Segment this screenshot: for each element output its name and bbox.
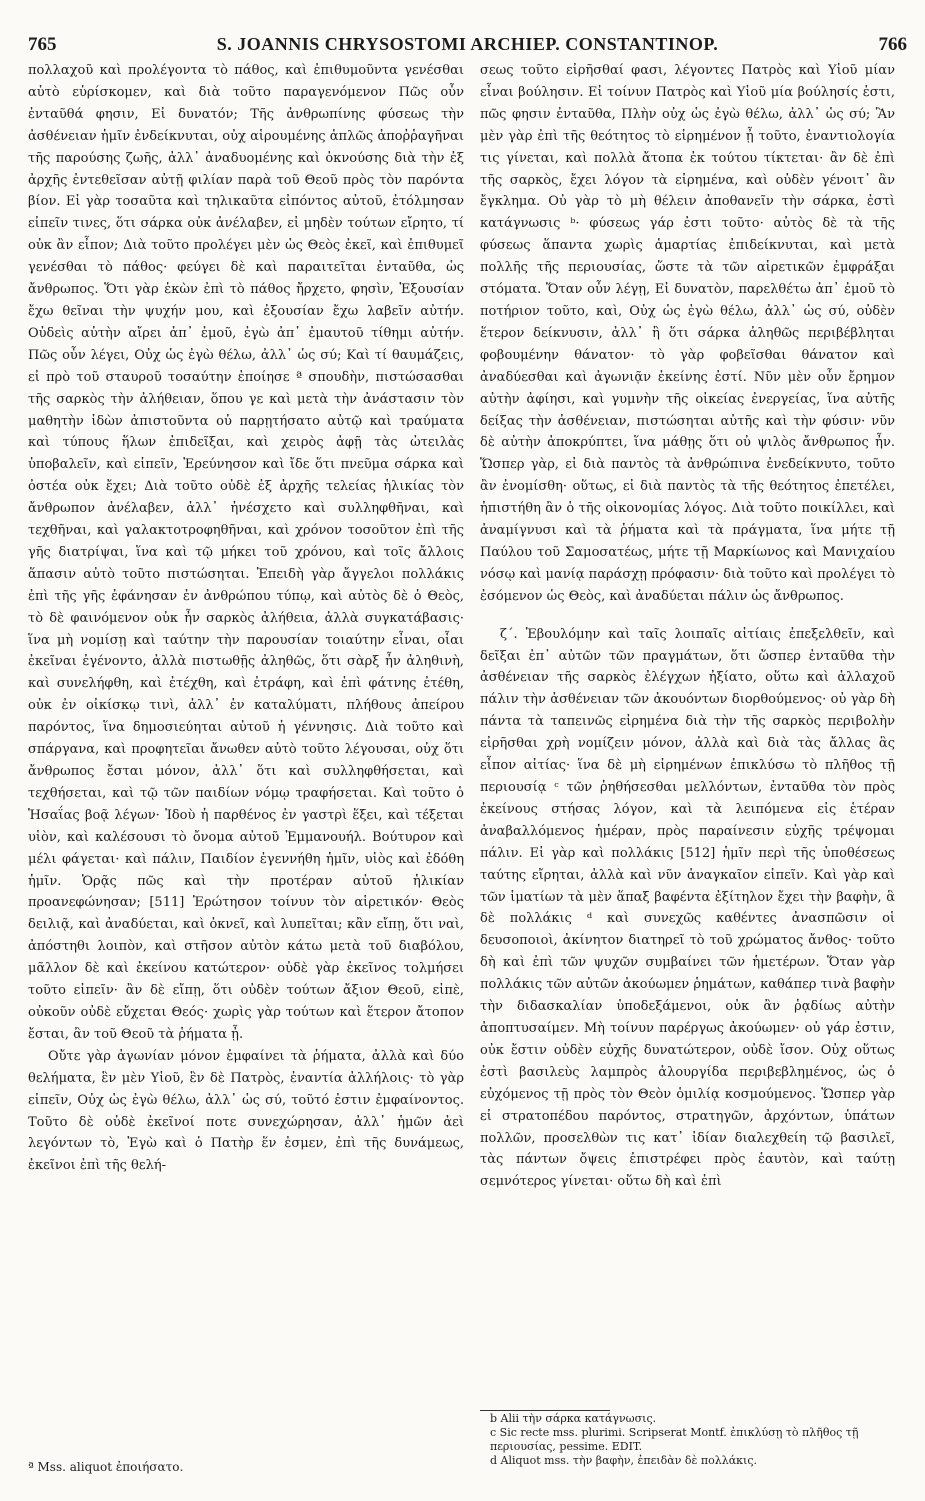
left-paragraph-1: πολλαχοῦ καὶ προλέγοντα τὸ πάθος, καὶ ἐπιθυμοῦντα γενέσθαι αὐτὸ εὑρίσκομεν, καὶ διὰ τοῦτο παραγενόμενον Πῶς οὖν ἐνταῦθά φησιν, Εἰ δυνατόν; Τῆς ἀνθρωπίνης φύσεως τὴν ἀσθένειαν ἡμῖν ἐνδείκνυται, οὐχ αἱρουμένης ἁπλῶς ἀποῤῥαγῆναι τῆς παρούσης ζωῆς, ἀλλ᾽ ἀναδυομένης καὶ ὀκνούσης διὰ τὴν ἐξ ἀρχῆς ἐντεθεῖσαν αὐτῇ φιλίαν παρὰ τοῦ Θεοῦ πρὸς τὸν παρόντα βίον. Εἰ γὰρ τοσαῦτα καὶ τηλικαῦτα εἰπόντος αὐτοῦ, ἐτόλμησαν εἰπεῖν τινες, ὅτι σάρκα οὐκ ἀνέλαβεν, εἰ μηδὲν τούτων εἴρητο, τί οὐκ ἂν εἶπον; Διὰ τοῦτο προλέγει μὲν ὡς Θεὸς ἐκεῖ, καὶ ἐπιθυμεῖ γενέσθαι τὸ πάθος· φεύγει δὲ καὶ παραιτεῖται ἐνταῦθα, ὡς ἄνθρωπος. Ὅτι γὰρ ἑκὼν ἐπὶ τὸ πάθος ἤρχετο, φησὶν, Ἐξουσίαν ἔχω θεῖναι τὴν ψυχήν μου, καὶ ἐξουσίαν ἔχω λαβεῖν αὐτήν. Οὐδεὶς αὐτὴν αἴρει ἀπ᾽ ἐμοῦ, ἐγὼ ἀπ᾽ ἐμαυτοῦ τίθημι αὐτήν. Πῶς οὖν λέγει, Οὐχ ὡς ἐγὼ θέλω, ἀλλ᾽ ὡς σύ; Καὶ τί θαυμάζεις, εἰ πρὸ τοῦ σταυροῦ τοσαύτην ἐποίησε ª σπουδὴν, πιστώσασθαι τῆς σαρκὸς τὴν ἀλήθειαν, ὅπου γε καὶ μετὰ τὴν ἀνάστασιν τὸν μαθητὴν ἰδὼν ἀπιστοῦντα οὐ παρῃτήσατο αὐτῷ καὶ τραύματα καὶ τύπους ἥλων ἐπιδεῖξαι, καὶ χειρὸς ἀφῇ τὰς ὠτειλὰς ὑποβαλεῖν, καὶ εἰπεῖν, Ἐρεύνησον καὶ ἴδε ὅτι πνεῦμα σάρκα καὶ ὀστέα οὐκ ἔχει; Διὰ τοῦτο οὐδὲ ἐξ ἀρχῆς τελείας ἡλικίας τὸν ἄνθρωπον ἀνέλαβεν, ἀλλ᾽ ἠνέσχετο καὶ συλληφθῆναι, καὶ τεχθῆναι, καὶ γαλακτοτροφηθῆναι, καὶ χρόνον τοσοῦτον ἐπὶ τῆς γῆς διατρίψαι, ἵνα καὶ τῷ μήκει τοῦ χρόνου, καὶ τοῖς ἄλλοις ἅπασιν αὐτὸ τοῦτο πιστώσηται. Ἐπειδὴ γὰρ ἄγγελοι πολλάκις ἐπὶ τῆς γῆς ἐφάνησαν ἐν ἀνθρώπου τύπῳ, καὶ αὐτὸς δὲ ὁ Θεὸς, τὸ δὲ φαινόμενον οὐκ ἦν σαρκὸς ἀλήθεια, ἀλλὰ συγκατάβασις· ἵνα μὴ νομίσῃ καὶ ταύτην τὴν παρουσίαν τοιαύτην εἶναι, οἷαι ἐκεῖναι ἐγένοντο, ἀλλὰ πιστωθῇς ἀληθῶς, ὅτι σὰρξ ἦν ἀληθινὴ, καὶ συνελήφθη, καὶ ἐτέχθη, καὶ ἐτράφη, καὶ ἐπὶ φάτνης ἐτέθη, οὐκ ἐν οἰκίσκῳ τινὶ, ἀλλ᾽ ἐν καταλύματι, πλήθους ἀπείρου παρόντος, ἵνα δημοσιεύηται αὐτοῦ ἡ γέννησις. Διὰ τοῦτο καὶ σπάργανα, καὶ προφητεῖαι ἄνωθεν αὐτὸ τοῦτο λέγουσαι, οὐχ ὅτι ἄνθρωπος ἔσται μόνον, ἀλλ᾽ ὅτι καὶ συλληφθήσεται, καὶ τεχθήσεται, καὶ τῷ τῶν παιδίων νόμῳ τραφήσεται. Καὶ τοῦτο ὁ Ἡσαΐας βοᾷ λέγων· Ἰδοὺ ἡ παρθένος ἐν γαστρὶ ἕξει, καὶ τέξεται υἱὸν, καὶ καλέσουσι τὸ ὄνομα αὐτοῦ Ἐμμανουήλ. Βούτυρον καὶ μέλι φάγεται· καὶ πάλιν, Παιδίον ἐγεννήθη ἡμῖν, υἱὸς καὶ ἐδόθη ἡμῖν. Ὁρᾷς πῶς καὶ τὴν προτέραν αὐτοῦ ἡλικίαν προανεφώνησαν; [511] Ἐρώτησον τοίνυν τὸν αἱρετικόν· Θεὸς δειλιᾷ, καὶ ἀναδύεται, καὶ ὀκνεῖ, καὶ λυπεῖται; κἂν εἴπῃ, ὅτι ναὶ, ἀπόστηθι λοιπὸν, καὶ στῆσον αὐτὸν κάτω μετὰ τοῦ διαβόλου, μᾶλλον δὲ καὶ ἐκείνου κατώτερον· οὐδὲ γὰρ ἐκεῖνος τολμήσει τοῦτο εἰπεῖν· ἂν δὲ εἴπῃ, ὅτι οὐδὲν τούτων ἄξιον Θεοῦ, εἰπὲ, οὐκοῦν οὐδὲ εὔχεται Θεός· χωρὶς γὰρ τούτων καὶ ἕτερον ἄτοπον ἔσται, ἂν τοῦ Θεοῦ τὰ ῥήματα ᾖ. <box>28 63 464 1042</box>
left-paragraph-2: Οὔτε γὰρ ἀγωνίαν μόνον ἐμφαίνει τὰ ῥήματα, ἀλλὰ καὶ δύο θελήματα, ἓν μὲν Υἱοῦ, ἓν δὲ Πατρὸς, ἐναντία ἀλλήλοις· τὸ γὰρ εἰπεῖν, Οὐχ ὡς ἐγὼ θέλω, ἀλλ᾽ ὡς σύ, τοῦτό ἐστιν ἐμφαίνοντος. Τοῦτο δὲ οὐδὲ ἐκεῖνοί ποτε συνεχώρησαν, ἀλλ᾽ ἡμῶν ἀεὶ λεγόντων τὸ, Ἐγὼ καὶ ὁ Πατὴρ ἕν ἐσμεν, ἐπὶ τῆς δυνάμεως, ἐκεῖνοι ἐπὶ τῆς θελή- <box>28 1048 464 1174</box>
footnote-d: d Aliquot mss. τὴν βαφὴν, ἐπειδὰν δὲ πολλάκις. <box>490 1454 757 1467</box>
running-head <box>28 30 907 60</box>
left-column <box>28 60 464 1177</box>
page-title: S. JOANNIS CHRYSOSTOMI ARCHIEP. CONSTANTINOP. <box>216 34 719 54</box>
right-paragraph-section-7: ζ΄. Ἐβουλόμην καὶ ταῖς λοιπαῖς αἰτίαις ἐπεξελθεῖν, καὶ δεῖξαι ἐπ᾽ αὐτῶν τῶν πραγμάτων, ὅτι ὥσπερ ἐνταῦθα τὴν ἀσθένειαν τῆς σαρκὸς ἐλέγχων ἠξίατο, οὕτω καὶ ἀλλαχοῦ πάλιν τὴν ἀσθένειαν τῶν ἀκουόντων διορθούμενος· οὐ γὰρ δὴ πάντα τὰ ταπεινῶς εἰρημένα διὰ τὴν τῆς σαρκὸς περιβολὴν εἰρῆσθαι χρὴ νομίζειν μόνον, ἀλλὰ καὶ διὰ τὰς ἄλλας ἃς εἶπον αἰτίας· ἵνα δὲ μὴ εἰρημένων ἐπικλύσω τὸ πλῆθος τῇ περιουσίᾳ ᶜ τῶν ῥηθήσεσθαι μελλόντων, ἐνταῦθα τὸν πρὸς ἐκείνους στήσας λόγον, καὶ τὰ λειπόμενα εἰς ἑτέραν ἀναβαλλόμενος ἡμέραν, πρὸς παραίνεσιν εὐχῆς τρέψομαι πάλιν. Εἰ γὰρ καὶ πολλάκις [512] ἡμῖν περὶ τῆς ὑποθέσεως ταύτης εἴρηται, ἀλλὰ καὶ νῦν ἀναγκαῖον εἰπεῖν. Καὶ γὰρ καὶ τῶν ἱματίων τὰ μὲν ἅπαξ βαφέντα ἐξίτηλον ἔχει τὴν βαφὴν, ἃ δὲ πολλάκις ᵈ καὶ συνεχῶς καθέντες ἀνασπῶσιν οἱ δευσοποιοὶ, ἀκίνητον διατηρεῖ τὸ τοῦ χρώματος ἄνθος· τοῦτο δὴ καὶ ἐπὶ τῶν ψυχῶν συμβαίνει τῶν ἡμετέρων. Ὅταν γὰρ πολλάκις τῶν αὐτῶν ἀκούωμεν ῥημάτων, καθάπερ τινὰ βαφὴν τὴν διδασκαλίαν ὑποδεξάμενοι, οὐκ ἂν ῥᾳδίως αὐτὴν ἀποπτυσαίμεν. Μὴ τοίνυν παρέργως ἀκούωμεν· οὐ γάρ ἐστιν, οὐκ ἔστιν οὐδὲν εὐχῆς δυνατώτερον, οὐδὲ ἴσον. Οὐχ οὕτως ἐστὶ βασιλεὺς λαμπρὸς ἁλουργίδα περιβεβλημένος, ὡς ὁ εὐχόμενος τῇ πρὸς τὸν Θεὸν ὁμιλίᾳ κοσμούμενος. Ὥσπερ γὰρ εἰ στρατοπέδου παρόντος, στρατηγῶν, ἀρχόντων, ὑπάτων πολλῶν, προσελθὼν τις κατ᾽ ἰδίαν διαλεχθείη τῷ βασιλεῖ, τὰς πάντων ὄψεις ἐπιστρέφει πρὸς ἑαυτὸν, καὶ ταύτῃ σεμνότερος γίνεται· οὕτω δὴ καὶ ἐπὶ <box>480 626 895 1190</box>
right-paragraph-1: σεως τοῦτο εἰρῆσθαί φασι, λέγοντες Πατρὸς καὶ Υἱοῦ μίαν εἶναι βούλησιν. Εἰ τοίνυν Πατρὸς καὶ Υἱοῦ μία βούλησίς ἐστι, πῶς φησιν ἐνταῦθα, Πλὴν οὐχ ὡς ἐγὼ θέλω, ἀλλ᾽ ὡς σύ; Ἂν μὲν γὰρ ἐπὶ τῆς θεότητος τὸ εἰρημένον ᾖ τοῦτο, ἐναντιολογία τις γίνεται, καὶ πολλὰ ἄτοπα ἐκ τούτου τίκτεται· ἂν δὲ ἐπὶ τῆς σαρκὸς, ἔχει λόγον τὰ εἰρημένα, καὶ οὐδὲν γένοιτ᾽ ἂν ἔγκλημα. Οὐ γὰρ τὸ μὴ θέλειν ἀποθανεῖν τὴν σάρκα, ἐστὶ κατάγνωσις ᵇ· φύσεως γάρ ἐστι τοῦτο· αὐτὸς δὲ τὰ τῆς φύσεως ἅπαντα χωρὶς ἁμαρτίας ἐπιδείκνυται, καὶ μετὰ πολλῆς τῆς περιουσίας, ὥστε τὰ τῶν αἱρετικῶν ἐμφράξαι στόματα. Ὅταν οὖν λέγῃ, Εἰ δυνατὸν, παρελθέτω ἀπ᾽ ἐμοῦ τὸ ποτήριον τοῦτο, καὶ, Οὐχ ὡς ἐγὼ θέλω, ἀλλ᾽ ὡς σύ, οὐδὲν ἕτερον δείκνυσιν, ἀλλ᾽ ἢ ὅτι σάρκα ἀληθῶς περιβέβληται φοβουμένην θάνατον· τὸ γὰρ φοβεῖσθαι θάνατον καὶ ἀναδύεσθαι καὶ ἀγωνιᾷν ἐκείνης ἐστί. Νῦν μὲν οὖν ἔρημον αὐτὴν ἀφίησι, καὶ γυμνὴν τῆς οἰκείας ἐνεργείας, ἵνα αὐτῆς δείξας τὴν ἀσθένειαν, πιστώσηται αὐτῆς καὶ τὴν φύσιν· νῦν δὲ αὐτὴν ἀποκρύπτει, ἵνα μάθῃς ὅτι οὐ ψιλὸς ἄνθρωπος ἦν. Ὥσπερ γὰρ, εἰ διὰ παντὸς τὰ ἀνθρώπινα ἐνεδείκνυτο, τοῦτο ἂν ἐνομίσθη· οὕτως, εἰ διὰ παντὸς τὰ τῆς θεότητος ἐπετέλει, ἠπιστήθη ἂν ὁ τῆς οἰκονομίας λόγος. Διὰ τοῦτο ποικίλλει, καὶ ἀναμίγνυσι καὶ τὰ ῥήματα καὶ τὰ πράγματα, ἵνα μήτε τῇ Παύλου τοῦ Σαμοσατέως, μήτε τῇ Μαρκίωνος καὶ Μανιχαίου νόσῳ καὶ μανίᾳ παράσχῃ πρόφασιν· διὰ τοῦτο καὶ προλέγει τὸ ἐσόμενον ὡς Θεὸς, καὶ ἀναδύεται πάλιν ὡς ἄνθρωπος. <box>480 63 895 604</box>
footnote-b: b Alii τὴν σάρκα κατάγνωσις. <box>490 1412 657 1425</box>
footnote-a: ª Mss. aliquot ἐποιήσατο. <box>28 1460 184 1474</box>
footnote-c: c Sic recte mss. plurimi. Scripserat Montf. ἐπικλύσῃ τὸ πλῆθος τῇ περιουσίας, pessime. EDIT. <box>490 1426 859 1453</box>
right-column <box>480 60 895 1193</box>
page-number-left: 765 <box>28 34 57 55</box>
footnote-rule <box>480 1410 610 1411</box>
footnotes-right <box>490 1412 895 1468</box>
page-number-right: 766 <box>878 34 907 55</box>
